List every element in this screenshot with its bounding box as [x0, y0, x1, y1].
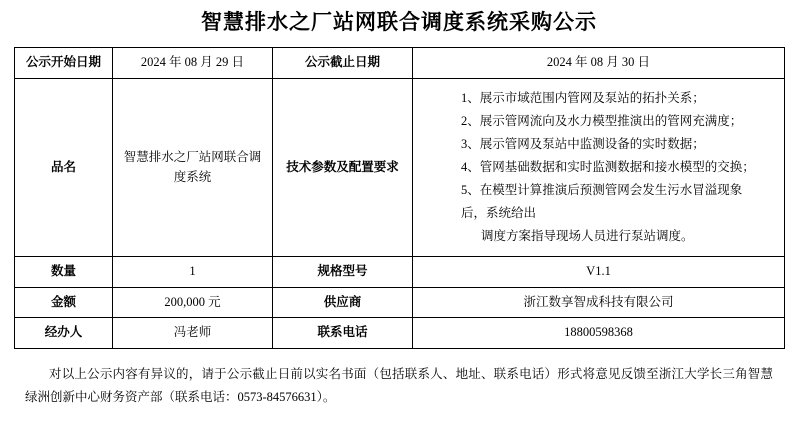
phone-value: 18800598368	[413, 318, 785, 348]
handler-value: 冯老师	[113, 318, 273, 348]
footer-note: 对以上公示内容有异议的，请于公示截止日前以实名书面（包括联系人、地址、联系电话）形式将意见反馈至浙江大学长三角智慧绿洲创新中心财务资产部（联系电话：0573-84576631）。	[25, 366, 773, 405]
handler-label: 经办人	[15, 318, 113, 348]
model-value: V1.1	[413, 257, 785, 287]
table-row	[15, 48, 785, 78]
param-line: 1、展示市域范围内管网及泵站的拓扑关系；	[461, 90, 705, 105]
model-label: 规格型号	[273, 257, 413, 287]
table-row	[15, 287, 785, 317]
param-line: 2、展示管网流向及水力模型推演出的管网充满度；	[461, 113, 743, 128]
procurement-table	[14, 47, 785, 348]
page-title: 智慧排水之厂站网联合调度系统采购公示	[201, 10, 597, 34]
document-page	[0, 10, 798, 447]
amount-value: 200,000 元	[113, 287, 273, 317]
param-line: 调度方案指导现场人员进行泵站调度。	[481, 229, 694, 244]
start-date-value: 2024 年 08 月 29 日	[113, 48, 273, 78]
supplier-value: 浙江数享智成科技有限公司	[413, 287, 785, 317]
supplier-label: 供应商	[273, 287, 413, 317]
quantity-label: 数量	[15, 257, 113, 287]
product-name-label: 品名	[15, 78, 113, 257]
quantity-value: 1	[113, 257, 273, 287]
phone-label: 联系电话	[273, 318, 413, 348]
param-line: 4、管网基础数据和实时监测数据和接水模型的交换；	[461, 159, 755, 174]
tech-params-label: 技术参数及配置要求	[273, 78, 413, 257]
param-line: 5、在模型计算推演后预测管网会发生污水冒溢现象后，系统给出	[461, 183, 743, 221]
param-line: 3、展示管网及泵站中监测设备的实时数据；	[461, 136, 705, 151]
table-row	[15, 78, 785, 257]
tech-params-value	[413, 78, 785, 257]
end-date-value: 2024 年 08 月 30 日	[413, 48, 785, 78]
product-name-value: 智慧排水之厂站网联合调度系统	[113, 78, 273, 257]
table-row	[15, 257, 785, 287]
table-row	[15, 318, 785, 348]
amount-label: 金额	[15, 287, 113, 317]
start-date-label: 公示开始日期	[15, 48, 113, 78]
end-date-label: 公示截止日期	[273, 48, 413, 78]
